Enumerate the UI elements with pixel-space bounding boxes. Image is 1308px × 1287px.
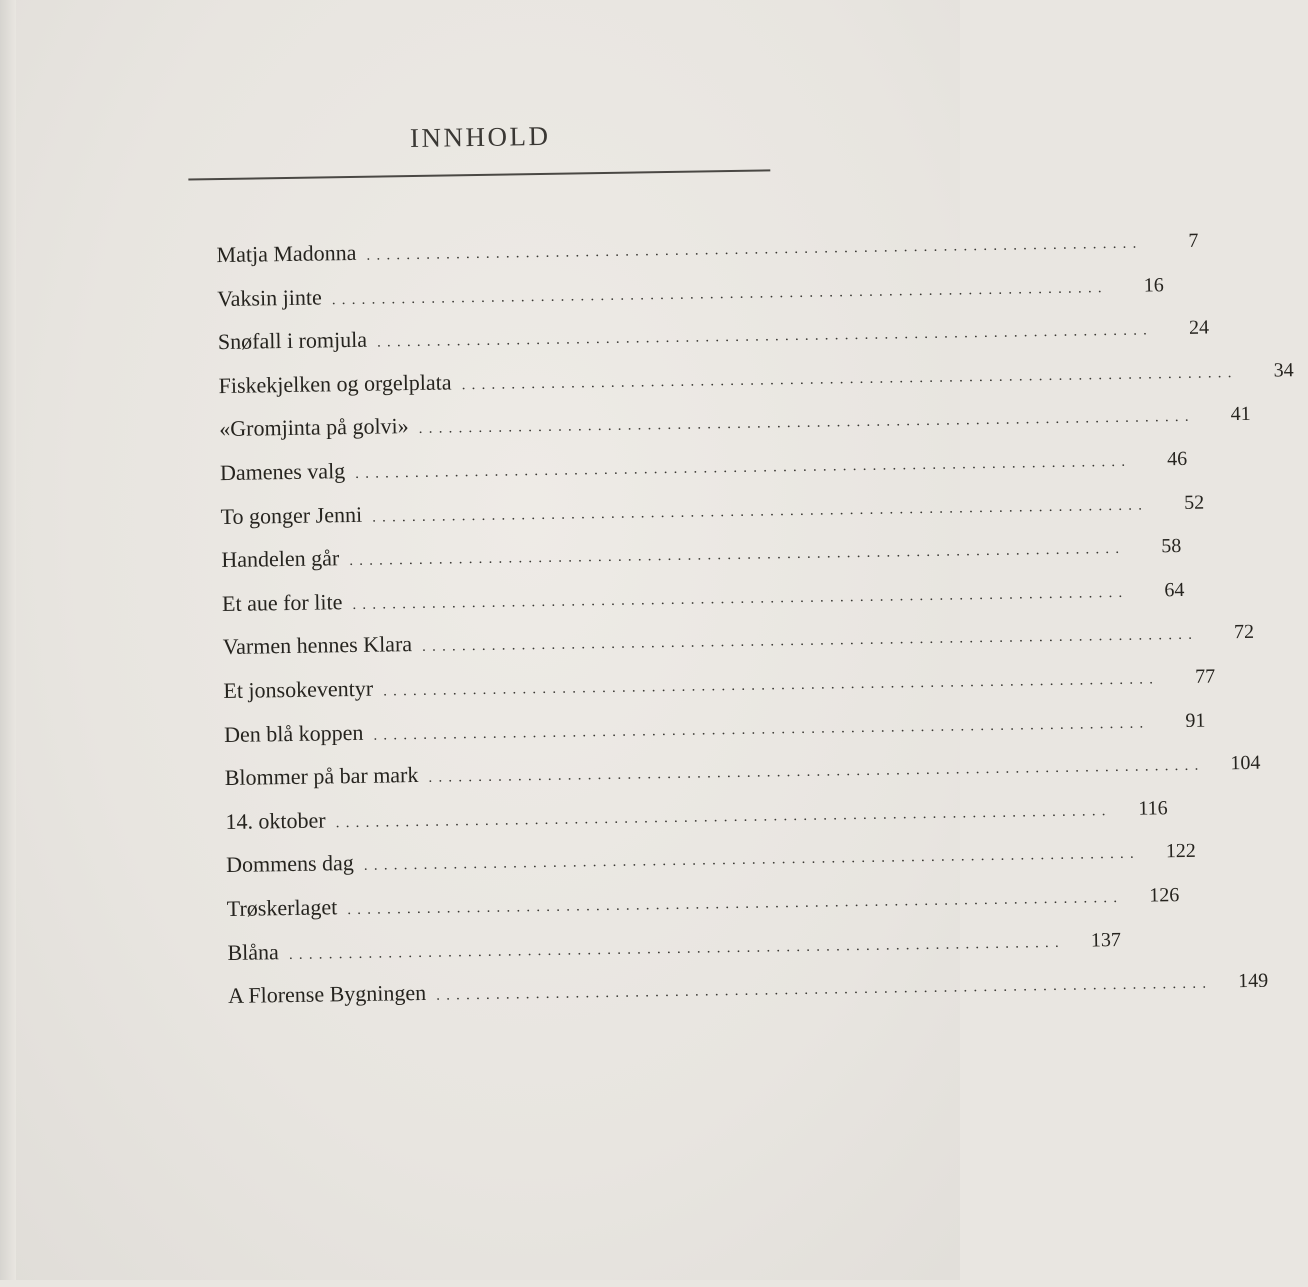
toc-entry-page-number: 46 xyxy=(1167,447,1188,471)
dot-leader: .............................................................................. xyxy=(366,235,1143,264)
toc-entry-title: Den blå koppen xyxy=(223,719,364,747)
dot-leader: .............................................................................. xyxy=(436,975,1213,1004)
toc-entry-page-number: 122 xyxy=(1165,840,1197,863)
toc-entry-title: Damenes valg xyxy=(219,458,346,486)
toc-entry-title: Et jonsokeventyr xyxy=(223,675,374,703)
dot-leader: .............................................................................. xyxy=(335,802,1112,832)
toc-entry-title: Matja Madonna xyxy=(216,239,357,268)
toc-entry-page-number: 137 xyxy=(1090,928,1122,951)
toc-entry-page-number: 34 xyxy=(1273,358,1294,382)
dot-leader: .............................................................................. xyxy=(363,845,1141,875)
toc-entry-page-number: 72 xyxy=(1233,621,1255,644)
toc-entry-title: Handelen går xyxy=(221,545,340,573)
toc-entry-page-number: 52 xyxy=(1183,491,1205,514)
toc-entry-title: Snøfall i romjula xyxy=(217,326,368,355)
toc-entry-page-number: 24 xyxy=(1188,316,1210,340)
toc-entry-title: Fiskekjelken og orgelplata xyxy=(218,369,452,398)
toc-entry xyxy=(227,969,1269,1026)
toc-entry-title: Blommer på bar mark xyxy=(224,762,419,791)
toc-entry-title: 14. oktober xyxy=(225,807,326,834)
page-title: INNHOLD xyxy=(409,120,551,154)
toc-entry-page-number: 104 xyxy=(1230,751,1261,775)
toc-entry-title: Blåna xyxy=(227,938,280,965)
toc-entry-title: Et aue for lite xyxy=(221,588,343,616)
dot-leader: .............................................................................. xyxy=(349,541,1126,570)
toc-entry-title: To gonger Jenni xyxy=(220,501,363,529)
toc-entry-title: Vaksin jinte xyxy=(217,284,322,311)
toc-entry-page-number: 16 xyxy=(1143,273,1164,297)
dot-leader: .............................................................................. xyxy=(421,627,1199,656)
dot-leader: .............................................................................. xyxy=(383,671,1160,700)
dot-leader: .............................................................................. xyxy=(461,364,1238,394)
dot-leader: .............................................................................. xyxy=(355,453,1132,482)
dot-leader: .............................................................................. xyxy=(371,497,1149,526)
toc-entry-title: Trøskerlaget xyxy=(226,894,338,921)
dot-leader: .............................................................................. xyxy=(347,889,1124,919)
toc-entry-title: «Gromjinta på golvi» xyxy=(219,413,409,442)
toc-entry-page-number: 58 xyxy=(1161,535,1182,558)
dot-leader: .............................................................................. xyxy=(352,584,1129,613)
toc-list xyxy=(216,229,1294,1026)
toc-entry-title: Varmen hennes Klara xyxy=(222,631,413,660)
toc-entry-page-number: 64 xyxy=(1164,578,1185,601)
dot-leader: .............................................................................. xyxy=(288,934,1066,963)
dot-leader: .............................................................................. xyxy=(428,757,1205,786)
dot-leader: .............................................................................. xyxy=(418,409,1195,438)
toc-entry-page-number: 91 xyxy=(1185,709,1206,732)
toc-entry-title: Dommens dag xyxy=(225,850,355,878)
toc-entry-page-number: 116 xyxy=(1138,796,1168,820)
toc-entry-page-number: 149 xyxy=(1238,969,1269,993)
toc-entry-page-number: 77 xyxy=(1194,665,1216,688)
toc-entry-title: A Florense Bygningen xyxy=(227,979,427,1009)
toc-entry-page-number: 126 xyxy=(1149,883,1180,907)
title-underline-rule xyxy=(188,169,770,180)
toc-entry-page-number: 7 xyxy=(1188,229,1199,252)
toc-entry-page-number: 41 xyxy=(1230,403,1251,426)
dot-leader: .............................................................................. xyxy=(373,715,1150,744)
dot-leader: .............................................................................. xyxy=(376,322,1154,351)
dot-leader: .............................................................................. xyxy=(331,279,1108,308)
